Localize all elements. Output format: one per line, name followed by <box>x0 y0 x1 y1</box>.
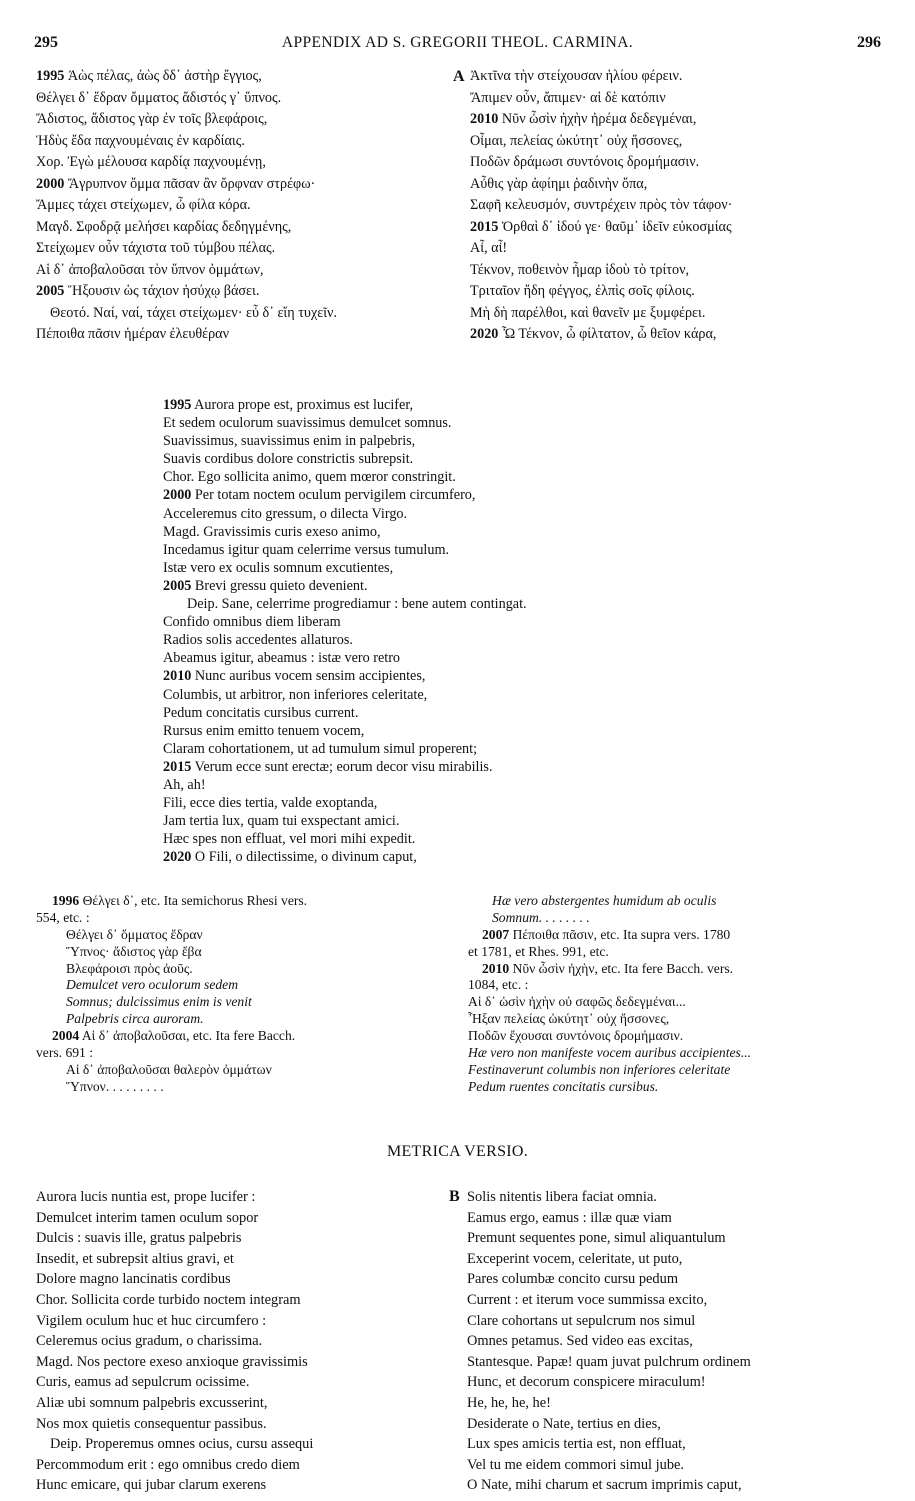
latin-verse: Suavissimus, suavissimus enim in palpebris, <box>163 433 416 450</box>
note-line: Demulcet vero oculorum sedem <box>66 977 239 993</box>
note-line: 2004 Αἱ δ᾽ ἀποβαλοῦσαι, etc. Ita fere Bacch. <box>52 1028 296 1044</box>
page-number-left: 295 <box>34 34 58 51</box>
note-line: Αἱ δ᾽ ἀποβαλοῦσαι θαλερὸν ὀμμάτων <box>66 1061 272 1077</box>
latin-verse: 2010 Nunc auribus vocem sensim accipientes, <box>163 668 426 685</box>
metrica-verse: Omnes petamus. Sed video eas excitas, <box>467 1333 693 1350</box>
latin-verse: Ah, ah! <box>163 776 206 793</box>
latin-verse: Claram cohortationem, ut ad tumulum simul properent; <box>163 740 478 757</box>
section-title: METRICA VERSIO. <box>386 1143 529 1160</box>
greek-verse: 2020 Ὦ Τέκνον, ὦ φίλτατον, ὦ θεῖον κάρα, <box>470 326 717 342</box>
note-line: vers. 691 : <box>36 1045 94 1061</box>
verse-number: 2004 <box>52 1028 80 1044</box>
metrica-verse: He, he, he, he! <box>467 1394 551 1411</box>
latin-verse: Incedamus igitur quam celerrime versus tumulum. <box>163 541 450 558</box>
latin-verse: 1995 Aurora prope est, proximus est lucifer, <box>163 397 414 413</box>
page-number-right: 296 <box>857 34 881 51</box>
metrica-column-right <box>467 1187 887 1496</box>
verse-number: 2010 <box>163 668 192 685</box>
greek-verse: 2010 Νῦν ὦσὶν ἠχὴν ἠρέμα δεδεγμέναι, <box>470 111 697 127</box>
note-line: Ἦξαν πελείας ὠκύτητ᾽ οὐχ ἥσσονες, <box>468 1011 670 1027</box>
greek-verse: Σαφῆ κελευσμόν, συντρέχειν πρὸς τὸν τάφον· <box>470 197 733 213</box>
running-header <box>34 34 881 56</box>
verse-number: 1996 <box>52 893 80 908</box>
note-line: Festinaverunt columbis non inferiores celeritate <box>468 1061 731 1077</box>
note-line: Pedum ruentes concitatis cursibus. <box>468 1078 659 1094</box>
latin-translation <box>163 396 703 866</box>
verse-number: 2020 <box>470 326 499 342</box>
latin-verse: Acceleremus cito gressum, o dilecta Virgo. <box>163 505 408 522</box>
metrica-verse: Stantesque. Papæ! quam juvat pulchrum ordinem <box>467 1353 751 1370</box>
verse-number: 1995 <box>163 397 192 413</box>
greek-verse: Ἀκτῖνα τὴν στείχουσαν ἡλίου φέρειν. <box>470 68 683 84</box>
latin-verse: 2020 O Fili, o dilectissime, o divinum caput, <box>163 849 417 866</box>
metrica-verse: Solis nitentis libera faciat omnia. <box>467 1189 657 1205</box>
note-line: Αἱ δ᾽ ὠσὶν ἠχὴν οὐ σαφῶς δεδεγμέναι... <box>468 994 686 1010</box>
metrica-verse: Desiderate o Nate, tertius en dies, <box>467 1415 661 1432</box>
verse-number: 2005 <box>36 283 65 299</box>
margin-letter-b: B <box>449 1188 460 1205</box>
latin-verse: Jam tertia lux, quam tui exspectant amici. <box>163 813 400 830</box>
latin-verse: Abeamus igitur, abeamus : istæ vero retro <box>163 650 401 667</box>
metrica-verse: Hunc, et decorum conspicere miraculum! <box>467 1374 706 1391</box>
note-line: Hæ vero non manifeste vocem auribus accipientes... <box>468 1045 752 1061</box>
verse-number: 2010 <box>470 111 499 127</box>
note-line: Ὕπνον. . . . . . . . . <box>66 1078 164 1094</box>
note-line: Ὕπνος· ἄδιστος γὰρ ἔβα <box>66 943 202 959</box>
greek-column-right <box>470 66 880 346</box>
metrica-verse: Lux spes amicis tertia est, non effluat, <box>467 1436 686 1453</box>
latin-verse: 2005 Brevi gressu quieto devenient. <box>163 577 368 594</box>
greek-verse: Ἄμμες τάχει στείχωμεν, ὦ φίλα κόρα. <box>36 197 251 213</box>
verse-number: 2000 <box>36 175 65 192</box>
metrica-verse: Nos mox quietis consequentur passibus. <box>36 1415 267 1432</box>
latin-verse: Hæc spes non effluat, vel mori mihi expedit. <box>163 831 416 848</box>
metrica-verse: Premunt sequentes pone, simul aliquantulum <box>467 1230 726 1247</box>
latin-verse: Deip. Sane, celerrime progrediamur : bene autem contingat. <box>187 596 527 613</box>
note-line: Βλεφάροισι πρὸς ἀοῦς. <box>66 960 193 976</box>
greek-verse: 2015 Ὀρθαὶ δ᾽ ἰδού γε· θαῦμ᾽ ἰδεῖν εὐκοσμίας <box>470 218 732 235</box>
metrica-verse: Aurora lucis nuntia est, prope lucifer : <box>36 1189 256 1205</box>
metrica-verse: Dulcis : suavis ille, gratus palpebris <box>36 1230 242 1247</box>
verse-number: 2015 <box>470 218 499 235</box>
verse-number: 1995 <box>36 68 65 84</box>
metrica-verse: Current : et iterum voce summissa excito, <box>467 1291 708 1308</box>
note-line: Ποδῶν ἔχουσαι συντόνοις δρομήμασιν. <box>468 1028 684 1044</box>
margin-letter-a: A <box>453 68 465 85</box>
greek-verse: Ἄδιστος, ἄδιστος γὰρ ἐν τοῖς βλεφάροις, <box>36 111 268 127</box>
note-line: 1996 Θέλγει δ᾽, etc. Ita semichorus Rhesi vers. <box>52 893 308 908</box>
greek-verse: Ἡδὺς ἔδα παχνουμέναις ἐν καρδίαις. <box>36 132 245 149</box>
note-line: 554, etc. : <box>36 909 90 925</box>
note-line: Palpebris circa auroram. <box>66 1011 204 1027</box>
metrica-verse: Insedit, et subrepsit altius gravi, et <box>36 1250 234 1267</box>
metrica-verse: Exceperint vocem, celeritate, ut puto, <box>467 1250 683 1267</box>
latin-verse: 2015 Verum ecce sunt erectæ; eorum decor visu mirabilis. <box>163 758 493 775</box>
greek-verse: Μαγδ. Σφοδρᾷ μελήσει καρδίας δεδηγμένης, <box>36 218 292 235</box>
metrica-verse: Hunc emicare, qui jubar clarum exerens <box>36 1477 267 1494</box>
greek-verse: Χορ. Ἐγὼ μέλουσα καρδίᾳ παχνουμένῃ, <box>36 154 266 170</box>
verse-number: 2005 <box>163 577 192 594</box>
metrica-verse: Percommodum erit : ego omnibus credo diem <box>36 1456 300 1473</box>
latin-verse: Confido omnibus diem liberam <box>163 614 341 631</box>
greek-verse: 1995 Ἀὼς πέλας, ἀὼς δδ᾽ ἀστὴρ ἔγγιος, <box>36 68 262 84</box>
latin-verse: Chor. Ego sollicita animo, quem mœror constringit. <box>163 469 456 486</box>
metrica-verse: Celeremus ocius gradum, o charissima. <box>36 1333 263 1350</box>
latin-verse: Istæ vero ex oculis somnum excutientes, <box>163 559 394 576</box>
metrica-verse: Aliæ ubi somnum palpebris excusserint, <box>36 1394 268 1411</box>
greek-verse: Ἄπιμεν οὖν, ἄπιμεν· αἱ δὲ κατόπιν <box>470 89 666 106</box>
latin-verse: Columbis, ut arbitror, non inferiores celeritate, <box>163 686 428 703</box>
latin-verse: Suavis cordibus dolore constrictis subrepsit. <box>163 451 414 468</box>
greek-verse: Αἱ δ᾽ ἀποβαλοῦσαι τὸν ὕπνον ὀμμάτων, <box>36 261 264 278</box>
latin-verse: Fili, ecce dies tertia, valde exoptanda, <box>163 795 378 812</box>
metrica-verse: Dolore magno lancinatis cordibus <box>36 1271 231 1288</box>
greek-verse: Θεοτό. Ναί, ναί, τάχει στείχωμεν· εὖ δ᾽ εἴη τυχεῖν. <box>50 304 337 321</box>
verse-number: 2015 <box>163 758 192 775</box>
latin-verse: Et sedem oculorum suavissimus demulcet somnus. <box>163 415 452 432</box>
metrica-verse: Clare cohortans ut sepulcrum nos simul <box>467 1312 696 1329</box>
verse-number: 2007 <box>482 926 510 942</box>
metrica-verse: Chor. Sollicita corde turbido noctem integram <box>36 1291 301 1308</box>
note-line: 1084, etc. : <box>468 977 529 993</box>
verse-number: 2020 <box>163 849 192 866</box>
greek-verse: 2000 Ἄγρυπνον ὄμμα πᾶσαν ἂν ὄρφναν στρέφω· <box>36 175 316 192</box>
metrica-verse: Vel tu me eidem commori simul jube. <box>467 1456 685 1473</box>
verse-number: 2010 <box>482 960 510 976</box>
latin-verse: 2000 Per totam noctem oculum pervigilem circumfero, <box>163 487 476 504</box>
metrica-verse: Demulcet interim tamen oculum sopor <box>36 1209 259 1226</box>
greek-verse: Μὴ δὴ παρέλθοι, καὶ θανεῖν με ξυμφέρει. <box>470 304 706 321</box>
running-title: APPENDIX AD S. GREGORII THEOL. CARMINA. <box>281 34 634 51</box>
note-line: Somnus; dulcissimus enim is venit <box>66 994 252 1010</box>
note-line: 2010 Νῦν ὦσὶν ἠχὴν, etc. Ita fere Bacch. vers. <box>482 960 734 976</box>
greek-verse: Τριταῖον ἤδη φέγγος, ἐλπὶς σοῖς φίλοις. <box>470 283 695 299</box>
greek-column-left <box>36 66 446 346</box>
greek-verse: Πέποιθα πᾶσιν ἡμέραν ἐλευθέραν <box>36 326 230 342</box>
greek-verse: Θέλγει δ᾽ ἕδραν ὄμματος ἄδιστός γ᾽ ὕπνος. <box>36 89 282 106</box>
greek-verse: Οἶμαι, πελείας ὠκύτητ᾽ οὐχ ἥσσονες, <box>470 132 683 149</box>
metrica-verse: Eamus ergo, eamus : illæ quæ viam <box>467 1209 672 1226</box>
greek-verse: Στείχωμεν οὖν τάχιστα τοῦ τύμβου πέλας. <box>36 240 276 256</box>
metrica-column-left <box>36 1187 446 1496</box>
greek-verse: Ποδῶν δράμωσι συντόνοις δρομήμασιν. <box>470 154 700 170</box>
notes-column-left <box>36 893 452 1096</box>
note-line: Θέλγει δ᾽ ὄμματος ἕδραν <box>66 926 203 942</box>
metrica-verse: Deip. Properemus omnes ocius, cursu assequi <box>50 1436 314 1453</box>
metrica-verse: Pares columbæ concito cursu pedum <box>467 1271 679 1288</box>
latin-verse: Radios solis accedentes allaturos. <box>163 632 353 649</box>
latin-verse: Magd. Gravissimis curis exeso animo, <box>163 523 381 540</box>
greek-verse: Τέκνον, ποθεινὸν ἦμαρ ἰδοὺ τὸ τρίτον, <box>470 261 690 278</box>
metrica-verse: Vigilem oculum huc et huc circumfero : <box>36 1312 267 1329</box>
latin-verse: Pedum concitatis cursibus current. <box>163 704 359 721</box>
metrica-verse: O Nate, mihi charum et sacrum imprimis caput, <box>467 1477 742 1494</box>
metrica-verse: Curis, eamus ad sepulcrum ocissime. <box>36 1374 250 1391</box>
latin-verse: Rursus enim emitto tenuem vocem, <box>163 722 365 739</box>
greek-verse: Αἶ, αἶ! <box>470 240 508 256</box>
greek-verse: 2005 Ἥξουσιν ὡς τάχιον ἡσύχῳ βάσει. <box>36 283 260 299</box>
greek-verse: Αὖθις γὰρ ἀφίημι ῥαδινὴν ὄπα, <box>470 175 648 192</box>
metrica-verse: Magd. Nos pectore exeso anxioque gravissimis <box>36 1353 308 1370</box>
note-line: 2007 Πέποιθα πᾶσιν, etc. Ita supra vers. 1780 <box>482 926 731 942</box>
note-line: et 1781, et Rhes. 991, etc. <box>468 943 609 959</box>
note-line: Hæ vero abstergentes humidum ab oculis <box>492 893 717 908</box>
note-line: Somnum. . . . . . . . <box>492 909 590 925</box>
verse-number: 2000 <box>163 487 192 504</box>
notes-column-right <box>468 893 888 1096</box>
